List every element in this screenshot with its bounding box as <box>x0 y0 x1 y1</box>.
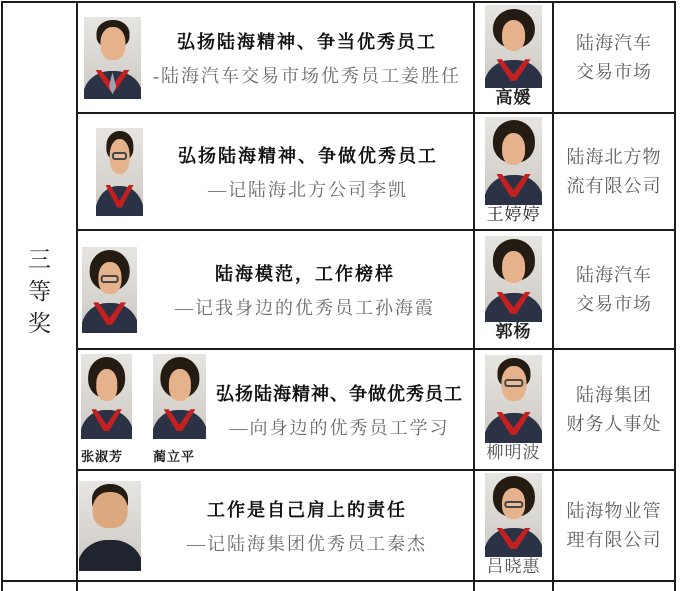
winner-name: 郭杨 <box>495 321 532 341</box>
table-row <box>2 349 675 470</box>
article-cell <box>77 2 474 113</box>
winner-name: 王婷婷 <box>486 204 541 224</box>
award-grade-cell <box>2 581 77 591</box>
author-portrait-photo <box>81 354 132 439</box>
award-char: 奖 <box>28 311 51 337</box>
organization-cell <box>553 2 675 113</box>
author-portrait-photo <box>84 17 141 99</box>
article-title: 弘扬陆海精神、争做优秀员工 <box>178 145 438 166</box>
organization-name-line: 陆海北方物 <box>566 146 662 167</box>
author-portrait-photo <box>82 247 137 333</box>
table-row-partial <box>2 581 675 591</box>
award-grade-label <box>3 248 76 335</box>
organization-name-line: 财务人事处 <box>566 413 662 434</box>
winner-cell <box>474 470 553 581</box>
author-name-caption: 蔺立平 <box>153 449 196 464</box>
award-char: 三 <box>28 247 51 273</box>
author-portrait-photo <box>96 128 143 216</box>
author-portrait-photo <box>153 354 206 439</box>
organization-cell <box>553 230 675 349</box>
winner-cell <box>474 581 553 591</box>
winner-portrait-photo <box>485 473 542 557</box>
article-cell <box>77 581 474 591</box>
winner-cell <box>474 230 553 349</box>
article-subtitle: —记我身边的优秀员工孙海霞 <box>175 297 435 318</box>
award-grade-cell <box>2 2 77 581</box>
table-row <box>2 470 675 581</box>
winner-portrait-photo <box>485 236 542 322</box>
article-subtitle: —记陆海集团优秀员工秦杰 <box>187 533 427 554</box>
winner-name: 柳明波 <box>486 442 541 462</box>
author-portrait-photo <box>79 481 141 571</box>
organization-name-line: 陆海集团 <box>576 384 652 405</box>
article-cell <box>77 470 474 581</box>
table-row <box>2 230 675 349</box>
organization-cell <box>553 470 675 581</box>
organization-cell <box>553 349 675 470</box>
organization-name-line: 交易市场 <box>576 293 652 314</box>
article-title: 弘扬陆海精神、争当优秀员工 <box>177 31 437 52</box>
organization-name-line: 陆海汽车 <box>576 264 652 285</box>
organization-name-line: 流有限公司 <box>566 175 662 196</box>
article-title: 陆海模范，工作榜样 <box>215 263 395 284</box>
organization-name-line: 陆海物业管 <box>566 500 662 521</box>
winner-name: 吕晓惠 <box>486 557 541 576</box>
organization-cell <box>553 113 675 230</box>
organization-cell <box>553 581 675 591</box>
table-row <box>2 2 675 113</box>
article-cell <box>77 113 474 230</box>
winner-portrait-photo <box>485 5 542 88</box>
article-title: 弘扬陆海精神、争做优秀员工 <box>216 383 463 404</box>
organization-name-line: 陆海汽车 <box>576 32 652 53</box>
article-cell <box>77 349 474 470</box>
awards-table <box>1 1 676 591</box>
winner-cell <box>474 349 553 470</box>
winner-portrait-photo <box>485 355 542 443</box>
winner-portrait-photo <box>485 117 542 205</box>
table-row <box>2 113 675 230</box>
article-cell <box>77 230 474 349</box>
article-title: 工作是自己肩上的责任 <box>207 499 407 520</box>
award-char: 等 <box>28 279 51 305</box>
article-subtitle: —记陆海北方公司李凯 <box>208 179 408 200</box>
article-subtitle: —向身边的优秀员工学习 <box>229 417 450 438</box>
winner-cell <box>474 113 553 230</box>
organization-name-line: 理有限公司 <box>566 529 662 550</box>
organization-name-line: 交易市场 <box>576 61 652 82</box>
winner-name: 高媛 <box>495 88 532 108</box>
winner-cell <box>474 2 553 113</box>
author-name-caption: 张淑芳 <box>81 449 124 464</box>
article-subtitle: -陆海汽车交易市场优秀员工姜胜任 <box>153 65 461 86</box>
